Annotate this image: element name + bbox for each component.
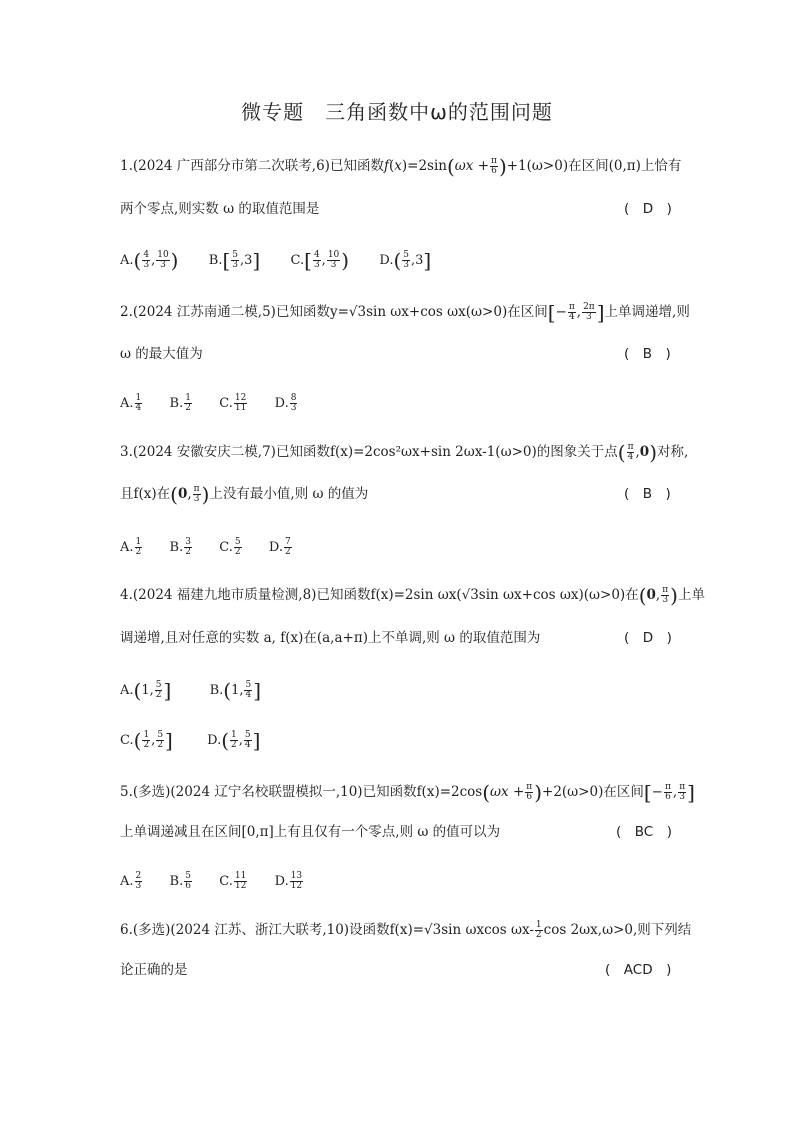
q3-line2-b: 上没有最小值,则 ω 的值为 bbox=[209, 486, 369, 502]
q1-omega-x: ωx + bbox=[454, 158, 490, 174]
q4-text-a: 4.(2024 福建九地市质量检测,8)已知函数f(x)=2sin ωx(√3sin ωx+cos ωx)(ω>0)在 bbox=[120, 587, 639, 603]
question-4-answer: ( D ) bbox=[624, 630, 672, 646]
q2-option-c: C. $\frac{12}{11}$ bbox=[219, 393, 247, 413]
q1-option-c: C.[ $\frac{4}{3}$ , $\frac{10}{3}$ ) bbox=[290, 248, 350, 272]
question-1-options bbox=[120, 250, 431, 271]
q2-text-a: 2.(2024 江苏南通二模,5)已知函数y=√3sin ωx+cos ωx(ω>0)在区间 bbox=[120, 304, 548, 320]
question-4-line-2: 调递增,且对任意的实数 a, f(x)在(a,a+π)上不单调,则 ω 的取值范围为 bbox=[120, 630, 541, 646]
q4-text-b: 上单 bbox=[677, 587, 705, 603]
page-title: 微专题 三角函数中ω的范围问题 bbox=[241, 100, 553, 124]
question-5-line-1: 5.(多选)(2024 辽宁名校联盟模拟一,10)已知函数f(x)=2cos(ωx + $\frac{\pi}{6}$ )+2(ω>0)在区间[− $\frac{\pi}{6}$ , $\frac{\pi}{3}$ ] bbox=[120, 780, 695, 805]
q3-text-b: 对称, bbox=[657, 444, 689, 460]
q5-option-d: D. $\frac{13}{12}$ bbox=[274, 871, 303, 891]
question-2-answer: ( B ) bbox=[624, 346, 671, 362]
q5-text-b: +2(ω>0)在区间 bbox=[542, 784, 644, 800]
question-5-line-2: 上单调递减且在区间[0,π]上有且仅有一个零点,则 ω 的值可以为 bbox=[120, 824, 501, 840]
q5-text-a: 5.(多选)(2024 辽宁名校联盟模拟一,10)已知函数f(x)=2cos bbox=[120, 784, 483, 800]
question-4-options-row-2 bbox=[120, 730, 260, 751]
q6-text-b: cos 2ωx,ω>0,则下列结 bbox=[543, 922, 692, 938]
q1-text-c: +1(ω>0)在区间(0,π)上恰有 bbox=[506, 158, 682, 174]
question-1-line-2: 两个零点,则实数 ω 的取值范围是 bbox=[120, 201, 320, 217]
q6-text-a: 6.(多选)(2024 江苏、浙江大联考,10)设函数f(x)=√3sin ωxcos ωx- bbox=[120, 922, 534, 938]
question-4-options-row-1 bbox=[120, 680, 261, 701]
question-2-line-2: ω 的最大值为 bbox=[120, 346, 203, 362]
q3-option-d: D. $\frac{7}{2}$ bbox=[268, 537, 291, 557]
question-5-answer: ( BC ) bbox=[616, 824, 672, 840]
q2-text-b: 上单调递增,则 bbox=[604, 304, 690, 320]
q4-option-a: A.(1, $\frac{5}{2}$ ] bbox=[120, 678, 172, 702]
question-3-line-1: 3.(2024 安徽安庆二模,7)已知函数f(x)=2cos²ωx+sin 2ωx-1(ω>0)的图象关于点( $\frac{\pi}{4}$ ,0)对称, bbox=[120, 440, 689, 465]
question-3-answer: ( B ) bbox=[624, 486, 671, 502]
q4-option-b: B.(1, $\frac{5}{4}$ ] bbox=[209, 678, 262, 702]
question-6-line-1: 6.(多选)(2024 江苏、浙江大联考,10)设函数f(x)=√3sin ωxcos ωx- $\frac{1}{2}$ cos 2ωx,ω>0,则下列结 bbox=[120, 920, 692, 940]
question-6-line-2: 论正确的是 bbox=[120, 962, 188, 978]
q1-option-b: B.[ $\frac{5}{3}$ ,3] bbox=[208, 248, 261, 272]
q5-option-a: A. $\frac{2}{3}$ bbox=[120, 871, 142, 891]
q4-option-d: D.( $\frac{1}{2}$ , $\frac{5}{4}$ ] bbox=[207, 728, 261, 752]
question-6-answer: ( ACD ) bbox=[605, 962, 672, 978]
question-3-line-2: 且f(x)在(0, $\frac{\pi}{3}$ )上没有最小值,则 ω 的值为 bbox=[120, 482, 369, 507]
q5-option-c: C. $\frac{11}{12}$ bbox=[219, 871, 247, 891]
q2-option-d: D. $\frac{8}{3}$ bbox=[274, 393, 297, 413]
question-4-line-1: 4.(2024 福建九地市质量检测,8)已知函数f(x)=2sin ωx(√3sin ωx+cos ωx)(ω>0)在(0, $\frac{\pi}{3}$ )上单 bbox=[120, 583, 705, 608]
q3-line2-a: 且f(x)在 bbox=[120, 486, 171, 502]
q3-option-b: B. $\frac{3}{2}$ bbox=[169, 537, 191, 557]
q3-option-c: C. $\frac{5}{2}$ bbox=[219, 537, 241, 557]
q1-option-d: D.( $\frac{5}{3}$ ,3] bbox=[379, 248, 432, 272]
question-2-line-1: 2.(2024 江苏南通二模,5)已知函数y=√3sin ωx+cos ωx(ω>0)在区间[− $\frac{\pi}{4}$ , $\frac{2\pi}{3}$ ]上单调递增,则 bbox=[120, 300, 690, 325]
q5-option-b: B. $\frac{5}{6}$ bbox=[169, 871, 191, 891]
question-1-answer: ( D ) bbox=[624, 201, 672, 217]
question-3-options bbox=[120, 538, 293, 558]
q1-frac-pi-6: $\frac{\pi}{6}$ bbox=[491, 156, 497, 176]
q2-option-a: A. $\frac{1}{4}$ bbox=[120, 393, 142, 413]
question-2-options bbox=[120, 394, 298, 414]
q4-option-c: C.( $\frac{1}{2}$ , $\frac{5}{2}$ ] bbox=[120, 728, 173, 752]
question-1-line-1: 1.(2024 广西部分市第二次联考,6)已知函数f(x)=2sin(ωx + $\frac{\pi}{6}$ )+1(ω>0)在区间(0,π)上恰有 bbox=[120, 154, 682, 179]
question-5-options bbox=[120, 872, 304, 892]
q1-text-a: 1.(2024 广西部分市第二次联考,6)已知函数f(x)=2sin bbox=[120, 158, 447, 174]
q3-text-a: 3.(2024 安徽安庆二模,7)已知函数f(x)=2cos²ωx+sin 2ωx-1(ω>0)的图象关于点 bbox=[120, 444, 618, 460]
q2-option-b: B. $\frac{1}{2}$ bbox=[169, 393, 191, 413]
q3-option-a: A. $\frac{1}{2}$ bbox=[120, 537, 142, 557]
q1-option-a: A.( $\frac{4}{3}$ , $\frac{10}{3}$ ) bbox=[120, 248, 179, 272]
